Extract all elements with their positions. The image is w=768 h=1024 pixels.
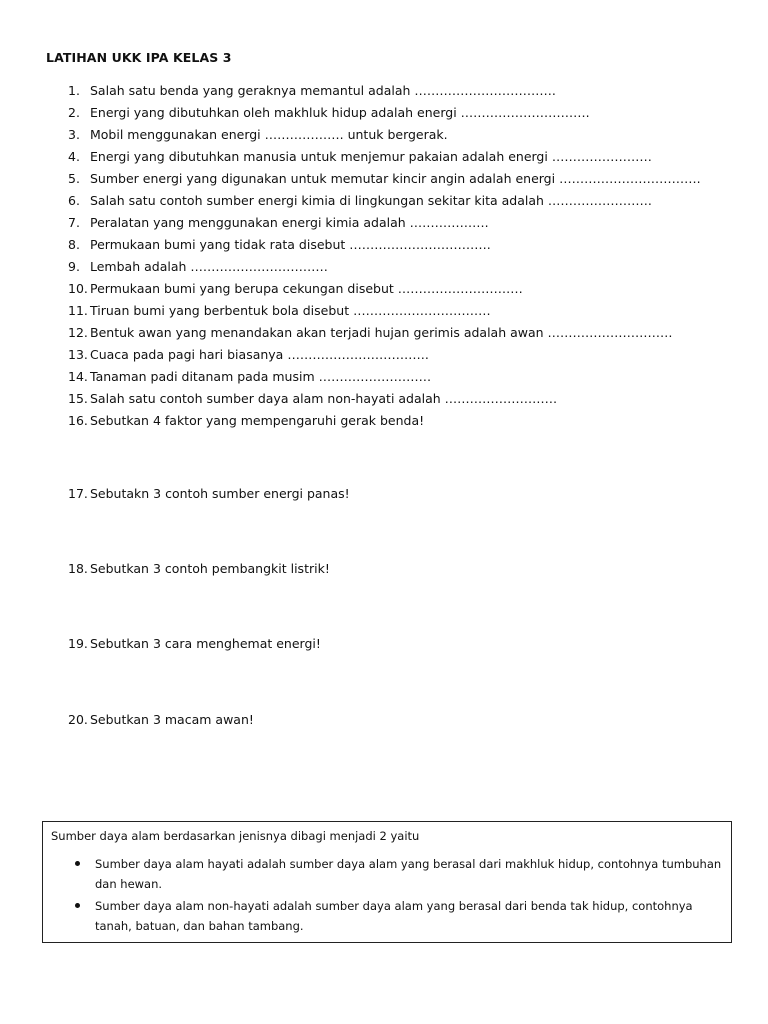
bullet-icon <box>75 861 80 866</box>
question-number: 19. <box>68 636 88 651</box>
question-text: Sebutkan 3 cara menghemat energi! <box>90 636 321 651</box>
question-text: Bentuk awan yang menandakan akan terjadi hujan gerimis adalah awan ………………………… <box>90 325 673 340</box>
question-number: 11. <box>68 303 88 318</box>
question-text: Lembah adalah …………………………… <box>90 259 328 274</box>
question-number: 8. <box>68 237 80 252</box>
question-text: Tanaman padi ditanam pada musim ……………………… <box>90 369 432 384</box>
bullet-icon <box>75 903 80 908</box>
info-box-title: Sumber daya alam berdasarkan jenisnya dibagi menjadi 2 yaitu <box>51 829 420 843</box>
question-text: Salah satu benda yang geraknya memantul adalah ……………………………. <box>90 83 556 98</box>
essay-question <box>68 633 321 655</box>
question-number: 10. <box>68 281 88 296</box>
question-number: 4. <box>68 149 80 164</box>
page-title: LATIHAN UKK IPA KELAS 3 <box>46 50 232 65</box>
question-item <box>68 212 748 234</box>
question-item <box>68 410 748 432</box>
question-text: Peralatan yang menggunakan energi kimia adalah ………………. <box>90 215 489 230</box>
question-item <box>68 256 748 278</box>
question-number: 6. <box>68 193 80 208</box>
question-text: Sebutkan 4 faktor yang mempengaruhi gerak benda! <box>90 413 425 428</box>
question-item <box>68 102 748 124</box>
question-number: 7. <box>68 215 80 230</box>
question-item <box>68 80 748 102</box>
question-item <box>68 146 748 168</box>
question-number: 5. <box>68 171 80 186</box>
question-text: Sumber energi yang digunakan untuk memutar kincir angin adalah energi ……………………………. <box>90 171 701 186</box>
essay-question <box>68 483 350 505</box>
question-text: Tiruan bumi yang berbentuk bola disebut …………………………… <box>90 303 491 318</box>
question-item <box>68 190 748 212</box>
essay-question <box>68 709 254 731</box>
question-item <box>68 124 748 146</box>
question-number: 17. <box>68 486 88 501</box>
question-number: 14. <box>68 369 88 384</box>
question-text: Sebutkan 3 macam awan! <box>90 712 254 727</box>
question-item <box>68 168 748 190</box>
question-text: Sebutkan 3 contoh pembangkit listrik! <box>90 561 330 576</box>
question-number: 15. <box>68 391 88 406</box>
essay-question <box>68 558 330 580</box>
question-number: 1. <box>68 83 80 98</box>
info-list <box>51 854 723 936</box>
question-item <box>68 322 748 344</box>
question-number: 20. <box>68 712 88 727</box>
info-item-text: Sumber daya alam non-hayati adalah sumber daya alam yang berasal dari benda tak hidup, contohnya tanah, batuan, dan bahan tambang. <box>95 899 693 933</box>
question-text: Permukaan bumi yang tidak rata disebut ……………………………. <box>90 237 491 252</box>
question-text: Energi yang dibutuhkan manusia untuk menjemur pakaian adalah energi …………………… <box>90 149 652 164</box>
question-text: Salah satu contoh sumber energi kimia di lingkungan sekitar kita adalah ……………………. <box>90 193 652 208</box>
question-text: Cuaca pada pagi hari biasanya ……………………………. <box>90 347 429 362</box>
question-item <box>68 388 748 410</box>
question-item <box>68 234 748 256</box>
question-number: 9. <box>68 259 80 274</box>
question-text: Energi yang dibutuhkan oleh makhluk hidup adalah energi …………………………. <box>90 105 590 120</box>
question-item <box>68 344 748 366</box>
question-item <box>68 366 748 388</box>
short-answer-list <box>68 80 748 432</box>
question-text: Mobil menggunakan energi ………………. untuk bergerak. <box>90 127 448 142</box>
info-box <box>42 821 732 943</box>
question-number: 3. <box>68 127 80 142</box>
question-number: 12. <box>68 325 88 340</box>
question-number: 2. <box>68 105 80 120</box>
question-item <box>68 278 748 300</box>
info-item <box>51 896 723 936</box>
info-item <box>51 854 723 894</box>
question-number: 13. <box>68 347 88 362</box>
question-text: Salah satu contoh sumber daya alam non-hayati adalah ……………………… <box>90 391 558 406</box>
question-number: 18. <box>68 561 88 576</box>
question-text: Permukaan bumi yang berupa cekungan disebut ………………………… <box>90 281 523 296</box>
question-text: Sebutakn 3 contoh sumber energi panas! <box>90 486 350 501</box>
info-item-text: Sumber daya alam hayati adalah sumber daya alam yang berasal dari makhluk hidup, contohnya tumbuhan dan hewan. <box>95 857 722 891</box>
question-number: 16. <box>68 413 88 428</box>
question-item <box>68 300 748 322</box>
